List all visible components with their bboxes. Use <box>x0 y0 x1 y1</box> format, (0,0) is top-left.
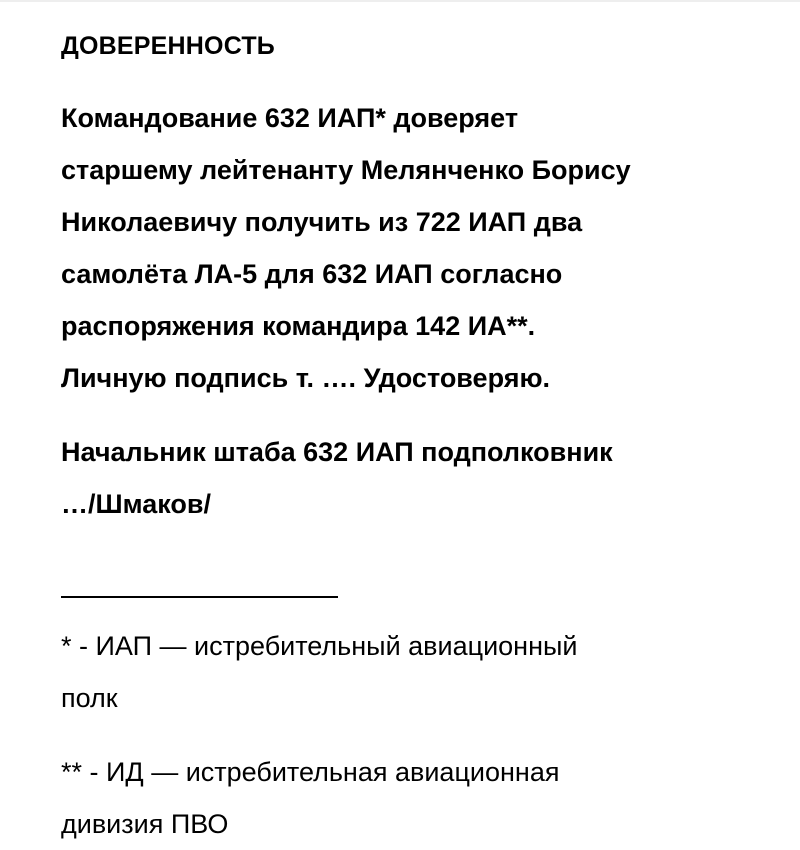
footnote-line: * - ИАП — истребительный авиационный <box>61 631 578 661</box>
body-paragraph <box>61 92 761 404</box>
footnote-2 <box>61 746 761 850</box>
body-line: Личную подпись т. …. Удостоверяю. <box>61 363 551 393</box>
body-line: Николаевичу получить из 722 ИАП два <box>61 207 583 237</box>
footnote-1 <box>61 620 761 724</box>
body-line: Командование 632 ИАП* доверяет <box>61 103 519 133</box>
footnote-line: дивизия ПВО <box>61 809 229 839</box>
body-line: самолёта ЛА-5 для 632 ИАП согласно <box>61 259 563 289</box>
top-divider <box>0 0 800 2</box>
footnote-separator <box>61 596 338 598</box>
signature-paragraph <box>61 426 761 530</box>
signature-line: …/Шмаков/ <box>61 489 212 519</box>
document-title: ДОВЕРЕННОСТЬ <box>61 32 275 60</box>
body-line: старшему лейтенанту Мелянченко Борису <box>61 155 631 185</box>
document <box>61 22 761 850</box>
signature-line: Начальник штаба 632 ИАП подполковник <box>61 437 613 467</box>
footnote-line: ** - ИД — истребительная авиационная <box>61 757 560 787</box>
footnote-line: полк <box>61 683 118 713</box>
body-line: распоряжения командира 142 ИА**. <box>61 311 536 341</box>
